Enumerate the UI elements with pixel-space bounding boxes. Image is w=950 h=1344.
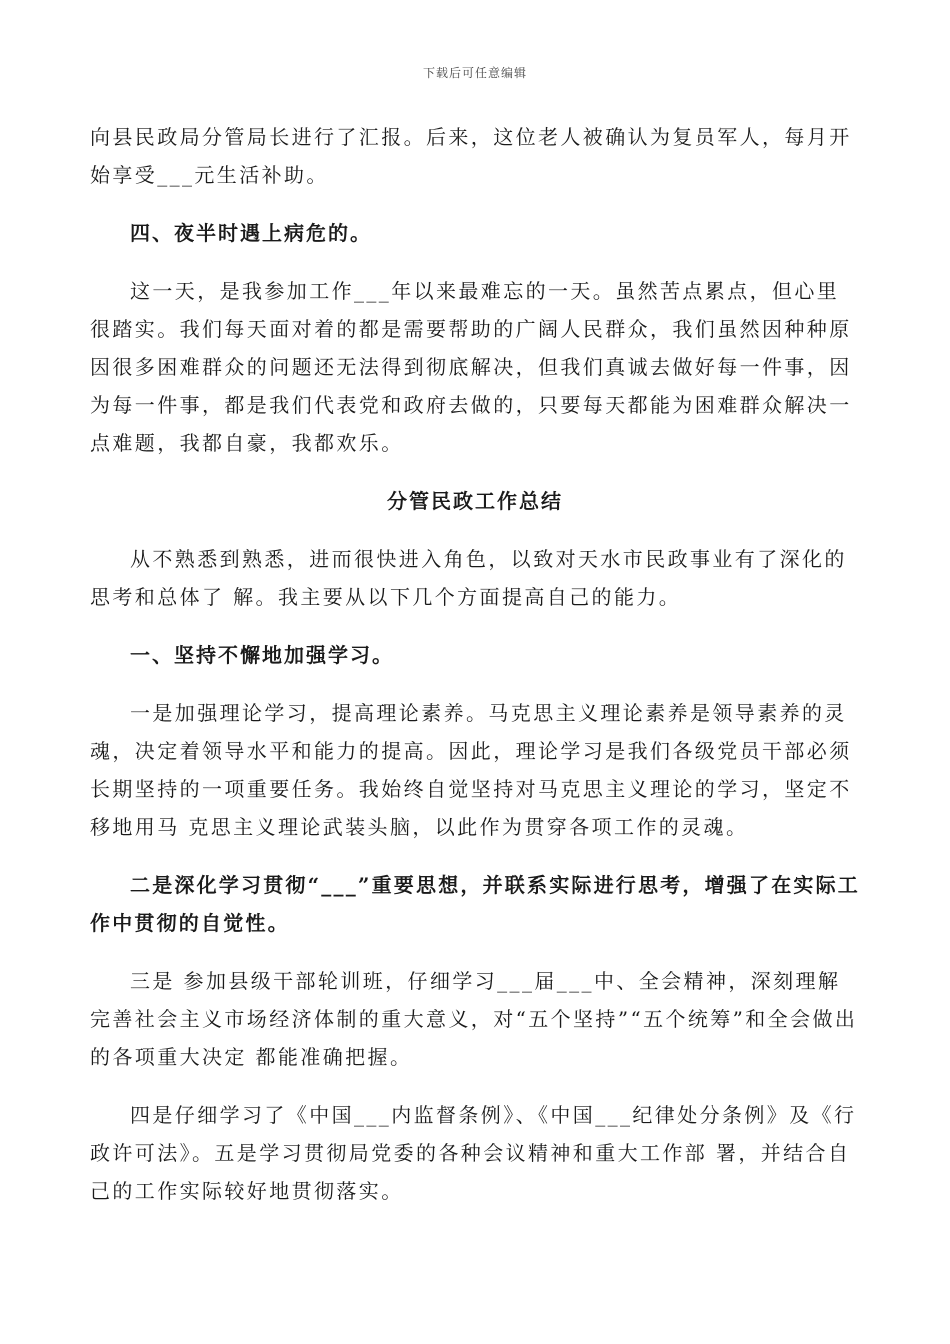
paragraph-memorable-day: 这一天，是我参加工作___年以来最难忘的一天。虽然苦点累点，但心里很踏实。我们每天面对着的都是需要帮助的广阔人民群众，我们虽然因种种原因很多困难群众的问题还无法得到彻底解决，但我们真诚去做好每一件事，因为每一件事，都是我们代表党和政府去做的，只要每天都能为困难群众解决一点难题，我都自豪，我都欢乐。 — [90, 279, 852, 455]
paragraph-regulations: 四是仔细学习了《中国___内监督条例》、《中国___纪律处分条例》及《行政许可法》。五是学习贯彻局党委的各种会议精神和重大工作部 署，并结合自己的工作实际较好地贯彻落实。 — [90, 1103, 857, 1203]
section-heading-4: 四、夜半时遇上病危的。 — [130, 221, 372, 245]
document-body — [90, 118, 860, 1230]
paragraph-report: 向县民政局分管局长进行了汇报。后来，这位老人被确认为复员军人，每月开始享受___元生活补助。 — [90, 125, 852, 187]
section-heading-2: 二是深化学习贯彻“___”重要思想，并联系实际进行思考，增强了在实际工作中贯彻的自觉性。 — [90, 873, 861, 935]
paragraph-training: 三是 参加县级干部轮训班，仔细学习___届___中、全会精神，深刻理解完善社会主义市场经济体制的重大意义，对“五个坚持”“五个统筹”和全会做出的各项重大决定 都能准确把握。 — [90, 969, 858, 1069]
paragraph-theory-study: 一是加强理论学习，提高理论素养。马克思主义理论素养是领导素养的灵魂，决定着领导水平和能力的提高。因此，理论学习是我们各级党员干部必须长期坚持的一项重要任务。我始终自觉坚持对马克思主义理论的学习，坚定不移地用马 克思主义理论武装头脑，以此作为贯穿各项工作的灵魂。 — [90, 701, 852, 839]
page-header: 下载后可任意编辑 — [422, 66, 527, 80]
document-title: 分管民政工作总结 — [387, 489, 563, 513]
paragraph-intro: 从不熟悉到熟悉，进而很快进入角色，以致对天水市民政事业有了深化的思考和总体了 解。我主要从以下几个方面提高自己的能力。 — [90, 547, 847, 609]
section-heading-1: 一、坚持不懈地加强学习。 — [130, 643, 394, 667]
